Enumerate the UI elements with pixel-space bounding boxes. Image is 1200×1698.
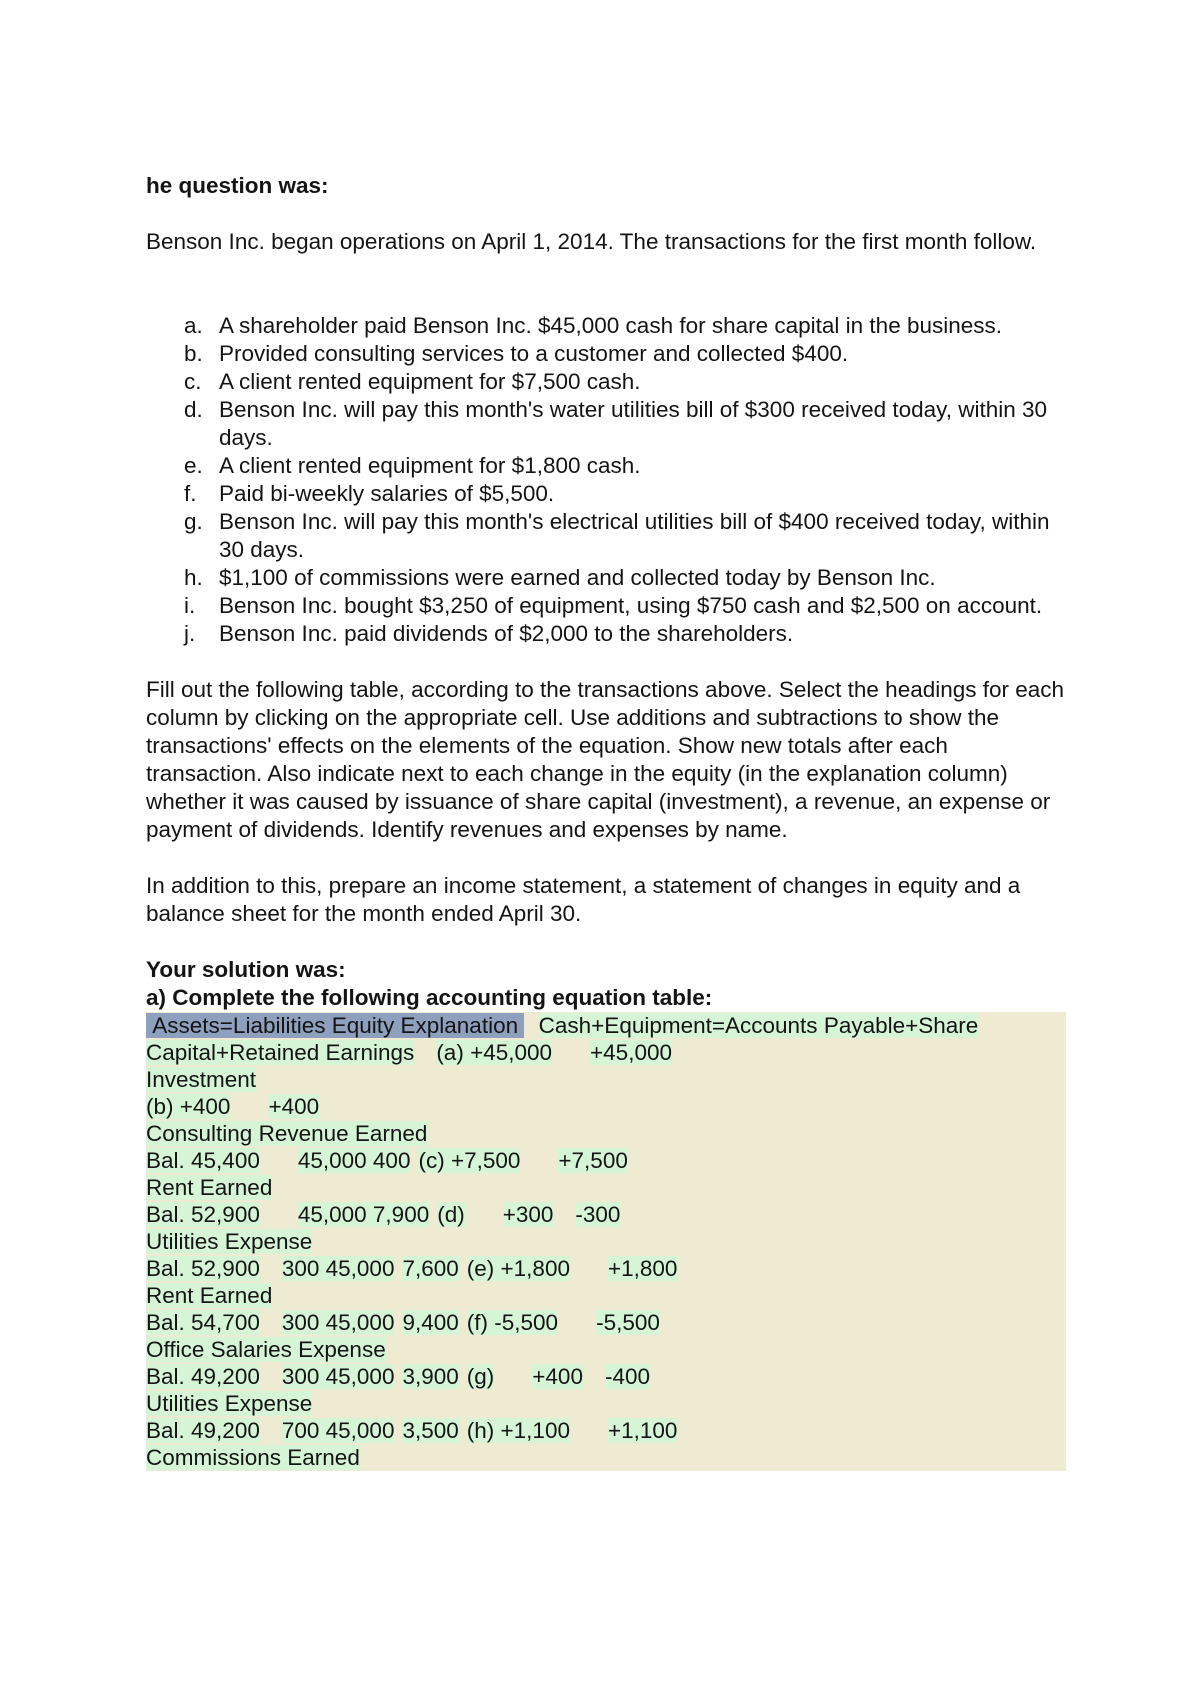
list-text: A client rented equipment for $1,800 cash. — [219, 453, 641, 478]
explanation-cell[interactable]: Rent Earned — [146, 1175, 273, 1200]
table-line — [146, 1363, 1066, 1390]
table-line — [146, 1228, 1066, 1255]
list-text: Benson Inc. will pay this month's water utilities bill of $300 received today, within 30 days. — [219, 397, 1048, 450]
part-a-heading: a) Complete the following accounting equation table: — [146, 985, 713, 1010]
list-letter: b. — [184, 341, 203, 366]
table-cell[interactable]: 7,600 — [402, 1256, 459, 1281]
addition-paragraph: In addition to this, prepare an income statement, a statement of changes in equity and a balance sheet for the month ended April 30. — [146, 873, 1021, 926]
table-line — [146, 1039, 1066, 1066]
table-cell[interactable]: -5,500 — [596, 1310, 660, 1335]
list-letter: i. — [184, 593, 196, 618]
explanation-cell[interactable]: Utilities Expense — [146, 1391, 313, 1416]
table-cell[interactable]: (e) +1,800 — [466, 1256, 570, 1281]
table-line — [146, 1201, 1066, 1228]
document-page — [146, 172, 1066, 1471]
explanation-cell[interactable]: Investment — [146, 1067, 257, 1092]
table-cell[interactable]: +7,500 — [558, 1148, 628, 1173]
table-cell[interactable]: 3,900 — [402, 1364, 459, 1389]
list-item — [146, 368, 1066, 396]
balance-cell[interactable]: Bal. 52,900 — [146, 1202, 260, 1227]
list-text: Provided consulting services to a customer and collected $400. — [219, 341, 849, 366]
balance-cell[interactable]: Bal. 49,200 — [146, 1418, 260, 1443]
list-text: Benson Inc. bought $3,250 of equipment, using $750 cash and $2,500 on account. — [219, 593, 1043, 618]
table-cell[interactable]: +300 — [502, 1202, 554, 1227]
table-cell[interactable]: 300 45,000 — [281, 1310, 395, 1335]
list-letter: e. — [184, 453, 203, 478]
table-cell[interactable]: (a) +45,000 — [436, 1040, 553, 1065]
table-line — [146, 1012, 1066, 1039]
table-cell[interactable]: (b) +400 — [146, 1094, 231, 1119]
explanation-cell[interactable]: Utilities Expense — [146, 1229, 313, 1254]
list-item — [146, 508, 1066, 564]
table-cell[interactable]: (h) +1,100 — [466, 1418, 570, 1443]
list-text: Paid bi-weekly salaries of $5,500. — [219, 481, 555, 506]
list-letter: h. — [184, 565, 203, 590]
intro-paragraph: Benson Inc. began operations on April 1, 2014. The transactions for the first month follow. — [146, 229, 1037, 254]
balance-cell[interactable]: Bal. 52,900 — [146, 1256, 260, 1281]
table-cell[interactable]: 700 45,000 — [281, 1418, 395, 1443]
explanation-cell[interactable]: Consulting Revenue Earned — [146, 1121, 428, 1146]
explanation-cell[interactable]: Rent Earned — [146, 1283, 273, 1308]
table-line — [146, 1417, 1066, 1444]
table-cell[interactable]: 3,500 — [402, 1418, 459, 1443]
list-letter: a. — [184, 313, 203, 338]
list-letter: j. — [184, 621, 196, 646]
balance-cell[interactable]: Bal. 49,200 — [146, 1364, 260, 1389]
instructions-paragraph: Fill out the following table, according to the transactions above. Select the headings for each column by clicking on the appropriate cell. Use additions and subtractions to show the transactions' effects on the elements of the equation. Show new totals after each transaction. Also indicate next to each change in the equity (in the explanation column) whether it was caused by issuance of share capital (investment), a revenue, an expense or payment of dividends. Identify revenues and expenses by name. — [146, 677, 1065, 842]
table-cell[interactable]: +1,100 — [607, 1418, 678, 1443]
list-letter: d. — [184, 397, 203, 422]
table-cell[interactable]: 300 45,000 — [281, 1256, 395, 1281]
table-line — [146, 1390, 1066, 1417]
table-cell[interactable]: (g) — [466, 1364, 495, 1389]
accounting-equation-table — [146, 1012, 1066, 1471]
table-line — [146, 1309, 1066, 1336]
table-cell[interactable]: -300 — [575, 1202, 621, 1227]
explanation-cell[interactable]: Commissions Earned — [146, 1445, 360, 1470]
table-cell[interactable]: 9,400 — [402, 1310, 459, 1335]
table-cell[interactable]: (f) -5,500 — [466, 1310, 559, 1335]
list-item — [146, 340, 1066, 368]
table-line — [146, 1147, 1066, 1174]
table-cell[interactable]: 45,000 7,900 — [297, 1202, 430, 1227]
list-text: Benson Inc. will pay this month's electrical utilities bill of $400 received today, within 30 days. — [219, 509, 1050, 562]
table-line — [146, 1255, 1066, 1282]
table-cell[interactable]: (c) +7,500 — [418, 1148, 521, 1173]
solution-heading: Your solution was: — [146, 957, 346, 982]
list-item — [146, 564, 1066, 592]
table-cell[interactable]: +400 — [268, 1094, 320, 1119]
table-line — [146, 1444, 1066, 1471]
transaction-list — [146, 312, 1066, 648]
table-cell[interactable]: +45,000 — [590, 1040, 672, 1065]
list-item — [146, 592, 1066, 620]
table-line — [146, 1066, 1066, 1093]
column-heading-cell[interactable]: Capital+Retained Earnings — [146, 1040, 415, 1065]
table-line — [146, 1120, 1066, 1147]
list-text: $1,100 of commissions were earned and collected today by Benson Inc. — [219, 565, 936, 590]
list-letter: f. — [184, 481, 197, 506]
list-item — [146, 620, 1066, 648]
table-cell[interactable]: 45,000 400 — [297, 1148, 411, 1173]
list-item — [146, 396, 1066, 452]
list-text: Benson Inc. paid dividends of $2,000 to the shareholders. — [219, 621, 794, 646]
table-line — [146, 1093, 1066, 1120]
table-cell[interactable]: (d) — [437, 1202, 465, 1227]
selected-heading-cell[interactable]: Assets=Liabilities Equity Explanation — [146, 1013, 524, 1038]
table-line — [146, 1282, 1066, 1309]
table-line — [146, 1336, 1066, 1363]
list-letter: g. — [184, 509, 203, 534]
list-item — [146, 312, 1066, 340]
table-cell[interactable]: +1,800 — [607, 1256, 678, 1281]
list-text: A shareholder paid Benson Inc. $45,000 cash for share capital in the business. — [219, 313, 1003, 338]
list-item — [146, 480, 1066, 508]
table-cell[interactable]: 300 45,000 — [281, 1364, 395, 1389]
table-cell[interactable]: -400 — [604, 1364, 651, 1389]
balance-cell[interactable]: Bal. 45,400 — [146, 1148, 260, 1173]
list-text: A client rented equipment for $7,500 cash. — [219, 369, 641, 394]
question-heading: he question was: — [146, 173, 329, 198]
table-line — [146, 1174, 1066, 1201]
explanation-cell[interactable]: Office Salaries Expense — [146, 1337, 386, 1362]
balance-cell[interactable]: Bal. 54,700 — [146, 1310, 260, 1335]
list-item — [146, 452, 1066, 480]
table-cell[interactable]: +400 — [532, 1364, 583, 1389]
list-letter: c. — [184, 369, 202, 394]
column-heading-cell[interactable]: Cash+Equipment=Accounts Payable+Share — [538, 1013, 979, 1038]
